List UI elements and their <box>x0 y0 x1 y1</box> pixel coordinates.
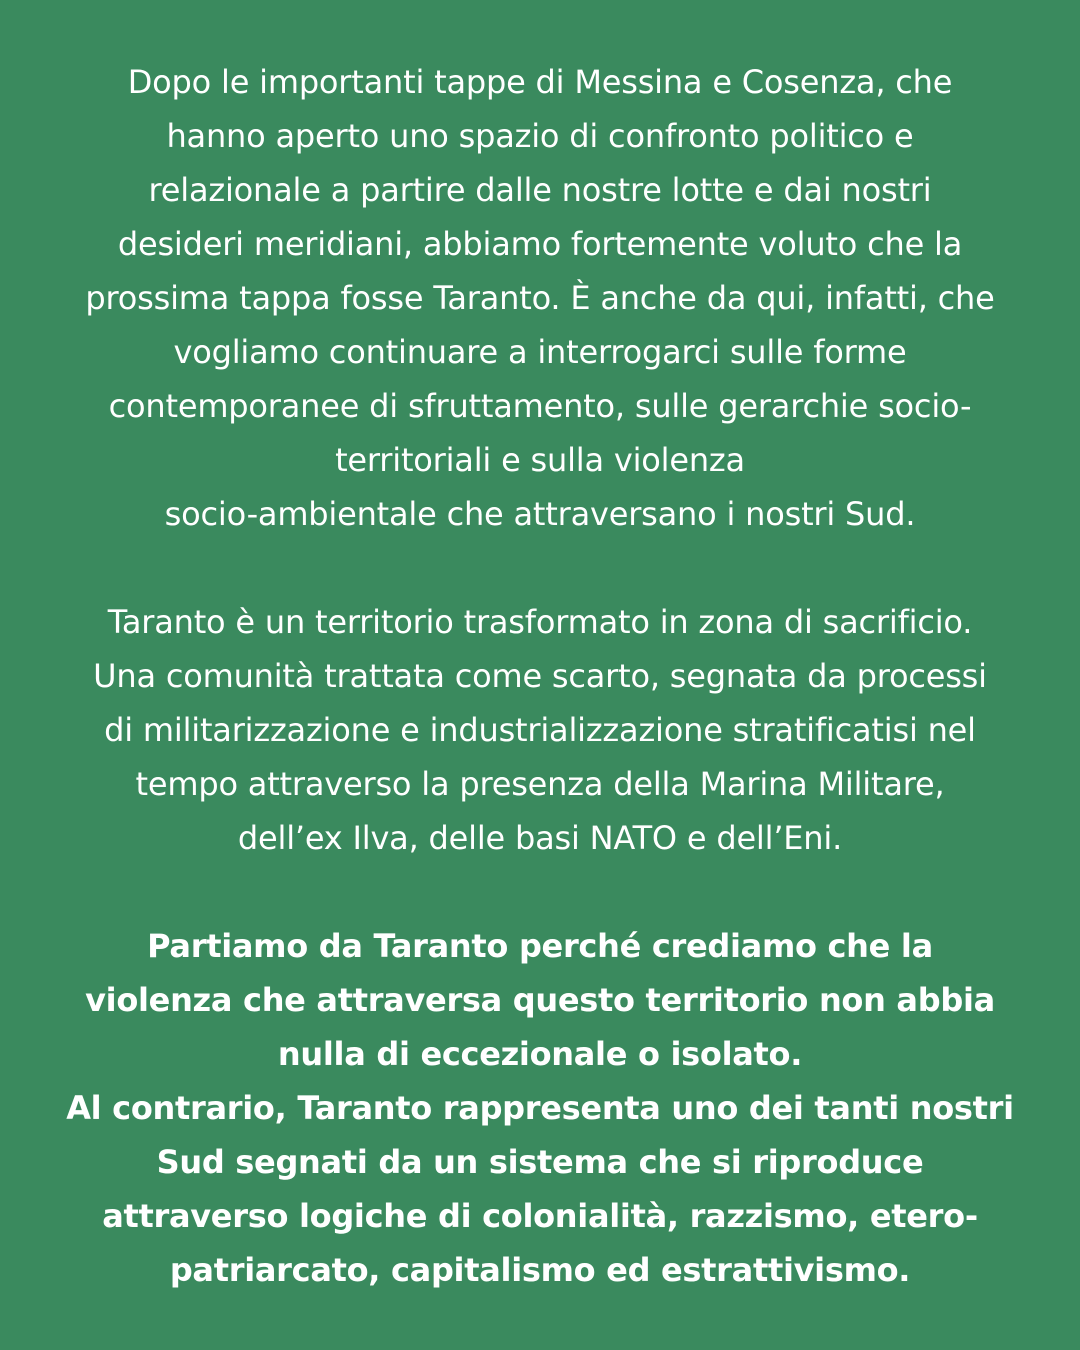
taranto-paragraph <box>50 595 1030 865</box>
paragraph-line: Al contrario, Taranto rappresenta uno dei tanti nostri <box>66 1089 1014 1127</box>
paragraph-line: Partiamo da Taranto perché crediamo che la <box>147 927 933 965</box>
paragraph-line: socio-ambientale che attraversano i nostri Sud. <box>164 495 916 533</box>
paragraph-line: tempo attraverso la presenza della Marina Militare, <box>135 765 945 803</box>
paragraph-line: territoriali e sulla violenza <box>335 441 745 479</box>
paragraph-line: di militarizzazione e industrializzazione stratificatisi nel <box>104 711 976 749</box>
paragraph-line: hanno aperto uno spazio di confronto politico e <box>166 117 914 155</box>
paragraph-line: relazionale a partire dalle nostre lotte e dai nostri <box>148 171 932 209</box>
paragraph-line: Sud segnati da un sistema che si riproduce <box>156 1143 924 1181</box>
paragraph-line: vogliamo continuare a interrogarci sulle forme <box>173 333 907 371</box>
intro-paragraph <box>50 55 1030 541</box>
paragraph-line: Taranto è un territorio trasformato in zona di sacrificio. <box>107 603 973 641</box>
paragraph-line: violenza che attraversa questo territorio non abbia <box>85 981 995 1019</box>
paragraph-line: attraverso logiche di colonialità, razzismo, etero- <box>102 1197 978 1235</box>
paragraph-line: dell’ex Ilva, delle basi NATO e dell’Eni. <box>237 819 843 857</box>
paragraph-line: prossima tappa fosse Taranto. È anche da qui, infatti, che <box>85 279 995 317</box>
closing-bold-paragraph <box>50 919 1030 1297</box>
paragraph-line: desideri meridiani, abbiamo fortemente voluto che la <box>117 225 963 263</box>
paragraph-line: Una comunità trattata come scarto, segnata da processi <box>93 657 987 695</box>
paragraph-line: Dopo le importanti tappe di Messina e Cosenza, che <box>127 63 953 101</box>
paragraph-line: contemporanee di sfruttamento, sulle gerarchie socio- <box>108 387 972 425</box>
paragraph-line: nulla di eccezionale o isolato. <box>277 1035 803 1073</box>
paragraph-line: patriarcato, capitalismo ed estrattivismo. <box>169 1251 911 1289</box>
